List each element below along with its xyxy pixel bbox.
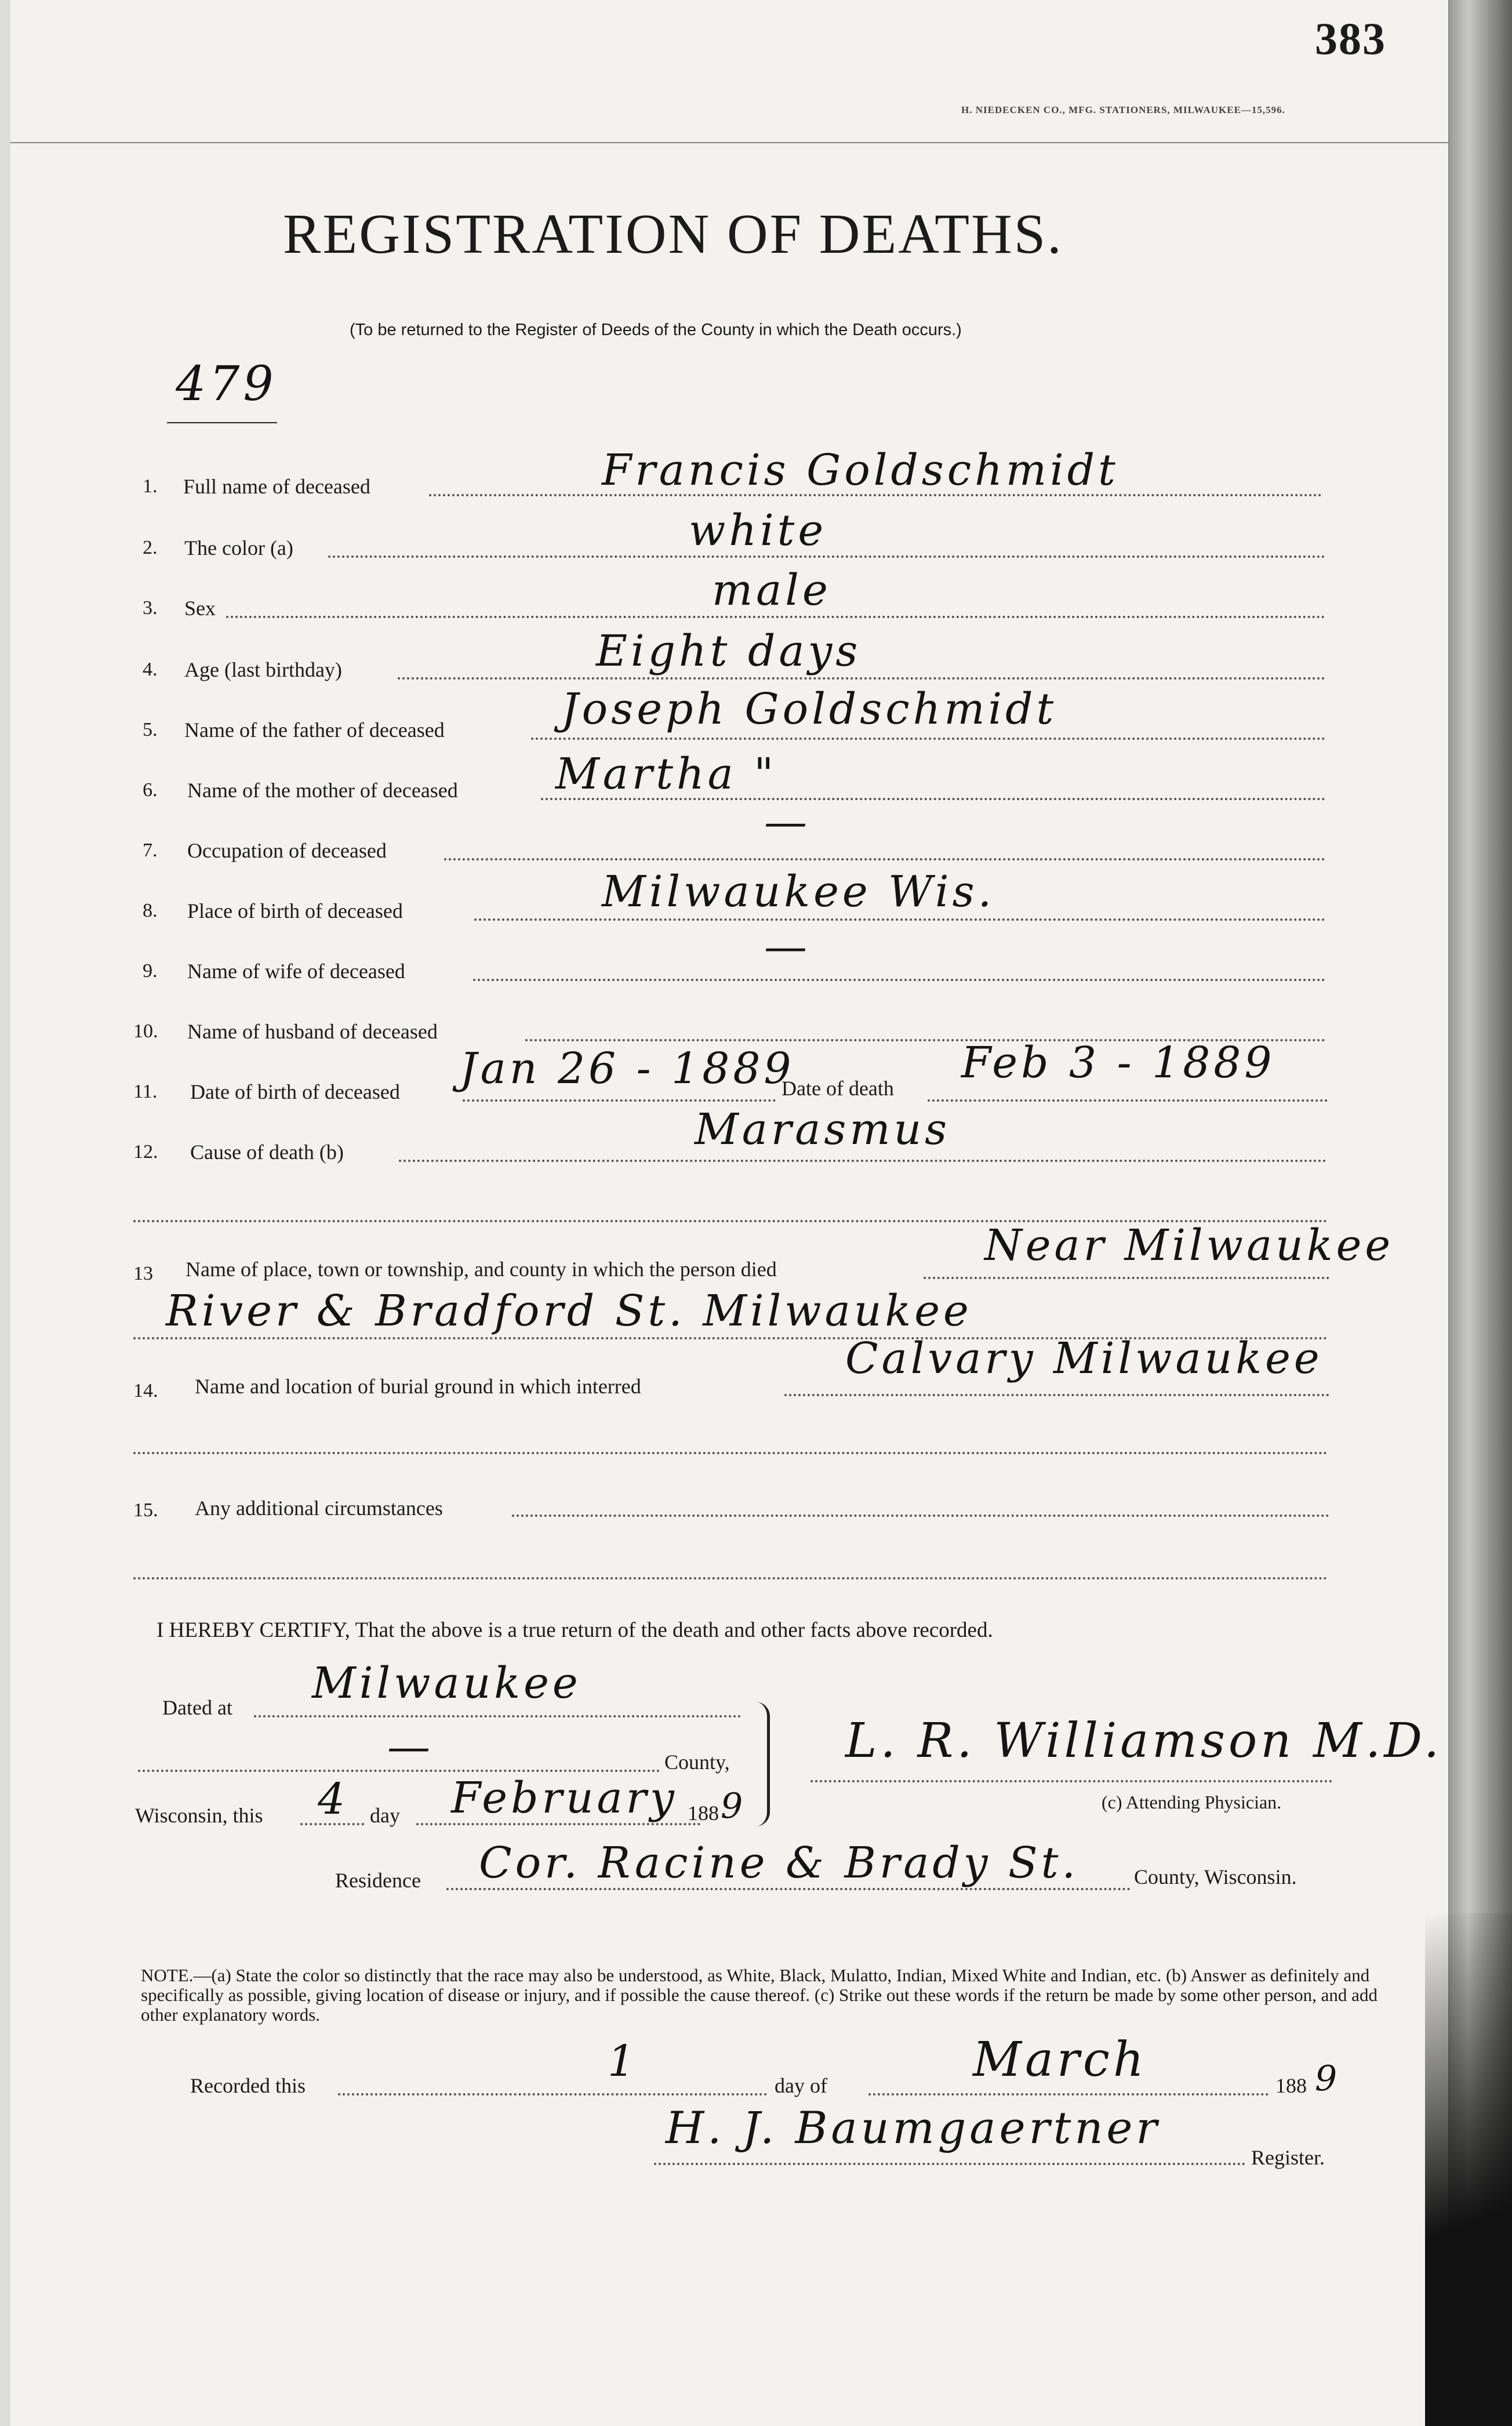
- top-rule: [10, 142, 1448, 143]
- field-leader: [868, 2093, 1269, 2095]
- field-label: Place of birth of deceased: [187, 899, 403, 923]
- recorded-day-value: 1: [608, 2036, 639, 2086]
- field-number: 5.: [143, 719, 158, 740]
- occupation-value: —: [764, 797, 810, 847]
- burial-ground-value: Calvary Milwaukee: [845, 1334, 1323, 1383]
- dated-at-label: Dated at: [162, 1696, 232, 1719]
- field-number: 4.: [143, 659, 158, 680]
- recorded-label: Recorded this: [190, 2074, 306, 2097]
- certification-statement: I HEREBY CERTIFY, That the above is a true return of the death and other facts above recorded.: [157, 1618, 993, 1642]
- form-note: NOTE.—(a) State the color so distinctly that the race may also be understood, as White, Black, Mulatto, Indian, Mixed White and Indian, etc. (b) Answer as definitely and specifically as possible, giving location of disease or injury, and if possible the cause thereof. (c) Strike out these words if the return be made by some other person, and add other explanatory words.: [141, 1965, 1377, 2025]
- day-label: day: [370, 1804, 400, 1827]
- field-number: 9.: [143, 960, 158, 982]
- place-of-death-value: Near Milwaukee: [984, 1221, 1394, 1270]
- wife-name-value: —: [764, 922, 810, 972]
- field-label: Name of the father of deceased: [184, 718, 445, 742]
- dated-at-value: Milwaukee: [312, 1658, 581, 1708]
- county-label: County,: [664, 1751, 730, 1774]
- field-leader: [226, 616, 1325, 618]
- wisconsin-this-label: Wisconsin, this: [135, 1804, 263, 1827]
- register-label: Register.: [1251, 2146, 1325, 2169]
- field-label: Name of the mother of deceased: [187, 779, 458, 802]
- field-leader: [399, 1160, 1326, 1162]
- father-name-value: Joseph Goldschmidt: [561, 684, 1057, 734]
- field-label: Occupation of deceased: [187, 839, 387, 862]
- residence-value: Cor. Racine & Brady St.: [479, 1838, 1079, 1888]
- sex-value: male: [712, 565, 831, 615]
- record-number: 479: [176, 357, 277, 412]
- physician-signature: L. R. Williamson M.D.: [845, 1713, 1443, 1768]
- field-leader: [446, 1888, 1131, 1890]
- field-leader: [784, 1394, 1329, 1396]
- death-date-label: Date of death: [782, 1077, 894, 1100]
- place-of-death-line2-value: River & Bradford St. Milwaukee: [166, 1286, 972, 1336]
- residence-suffix: County, Wisconsin.: [1134, 1865, 1297, 1888]
- field-leader: [512, 1515, 1329, 1517]
- field-label: Full name of deceased: [183, 475, 370, 498]
- field-number: 10.: [133, 1020, 158, 1042]
- certify-year-digit: 9: [721, 1786, 747, 1826]
- field-number: 8.: [143, 900, 158, 921]
- field-number: 12.: [133, 1141, 158, 1163]
- field-label: Cause of death (b): [190, 1141, 344, 1164]
- field-leader: [444, 858, 1325, 860]
- field-label: Name and location of burial ground in which interred: [195, 1375, 641, 1398]
- field-label: Name of wife of deceased: [187, 960, 405, 983]
- stationer-imprint: H. NIEDECKEN CO., MFG. STATIONERS, MILWAUKEE—15,596.: [961, 104, 1285, 115]
- page-number: 383: [1315, 13, 1386, 64]
- field-label: Sex: [184, 597, 216, 620]
- field-leader: [924, 1277, 1329, 1279]
- field-label: Any additional circumstances: [195, 1497, 443, 1520]
- field-label: Name of husband of deceased: [187, 1020, 438, 1043]
- field-leader: [254, 1715, 741, 1717]
- form-title: REGISTRATION OF DEATHS.: [283, 203, 1063, 266]
- age-value: Eight days: [596, 626, 862, 676]
- field-number: 6.: [143, 779, 158, 801]
- field-leader: [398, 677, 1325, 680]
- birthplace-value: Milwaukee Wis.: [602, 867, 995, 917]
- field-label: The color (a): [184, 536, 293, 560]
- field-leader: [654, 2163, 1245, 2165]
- field-leader: [474, 918, 1325, 921]
- birth-date-value: Jan 26 - 1889: [460, 1044, 795, 1094]
- day-of-label: day of: [775, 2074, 827, 2097]
- field-number: 3.: [143, 597, 158, 619]
- register-signature: H. J. Baumgaertner: [666, 2102, 1161, 2153]
- field-number: 11.: [133, 1081, 158, 1102]
- field-number: 13: [133, 1263, 153, 1284]
- deceased-name-value: Francis Goldschmidt: [602, 445, 1119, 495]
- mother-name-value: Martha ": [555, 749, 777, 799]
- residence-label: Residence: [335, 1869, 421, 1892]
- extra-line: [133, 1452, 1328, 1454]
- binding-shadow: [1425, 1913, 1512, 2426]
- field-leader: [473, 979, 1325, 981]
- field-number: 1.: [143, 475, 158, 497]
- cause-of-death-value: Marasmus: [695, 1105, 951, 1154]
- field-label: Name of place, town or township, and county in which the person died: [186, 1258, 777, 1281]
- field-leader: [416, 1823, 700, 1825]
- field-leader: [328, 555, 1325, 558]
- field-number: 2.: [143, 537, 158, 558]
- field-number: 7.: [143, 840, 158, 861]
- field-number: 14.: [133, 1380, 158, 1401]
- record-number-underline: [167, 422, 277, 423]
- recorded-year-digit: 9: [1315, 2058, 1341, 2099]
- field-label: Date of birth of deceased: [190, 1080, 400, 1103]
- signature-brace: [755, 1702, 770, 1826]
- field-leader: [463, 1099, 776, 1102]
- certify-day-value: 4: [318, 1774, 349, 1824]
- field-leader: [531, 738, 1325, 740]
- field-number: 15.: [133, 1499, 158, 1521]
- field-leader: [928, 1099, 1328, 1102]
- color-value: white: [689, 506, 827, 555]
- death-registration-form: [10, 0, 1450, 2426]
- field-leader: [338, 2093, 767, 2095]
- field-label: Age (last birthday): [184, 658, 342, 681]
- form-subtitle: (To be returned to the Register of Deeds of the County in which the Death occurs.): [350, 321, 962, 339]
- recorded-month-value: March: [973, 2032, 1147, 2087]
- certify-month-value: February: [451, 1773, 678, 1823]
- year-prefix: 188: [688, 1802, 719, 1825]
- extra-line: [133, 1577, 1328, 1579]
- recorded-year-prefix: 188: [1275, 2074, 1307, 2097]
- county-value: —: [387, 1722, 434, 1772]
- field-leader: [810, 1780, 1332, 1782]
- physician-label: (c) Attending Physician.: [1102, 1792, 1282, 1813]
- death-date-value: Feb 3 - 1889: [961, 1038, 1275, 1088]
